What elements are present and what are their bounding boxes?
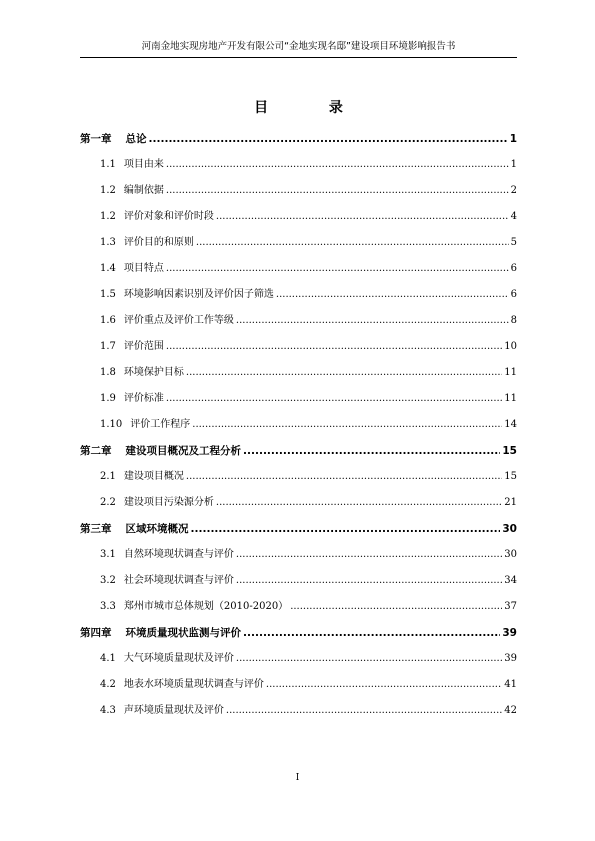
toc-dot-leader [166,390,502,408]
toc-entry-label: 评价范围 [123,341,164,352]
toc-section-entry[interactable] [80,650,517,668]
toc-dot-leader [290,598,502,616]
toc-dot-leader [243,442,500,460]
toc-dot-leader [186,468,502,486]
toc-section-entry[interactable] [80,468,517,486]
toc-entry-number: 3.3 [100,601,116,612]
toc-entry-number: 3.2 [100,575,116,586]
toc-dot-leader [196,234,509,252]
toc-entry-label: 评价标准 [123,393,164,404]
toc-dot-leader [166,182,509,200]
toc-entry-number: 1.6 [100,315,116,326]
toc-entry-page: 39 [502,627,517,639]
toc-entry-page: 42 [504,705,517,716]
toc-entry-page: 6 [510,263,517,274]
toc-dot-leader [236,650,502,668]
toc-entry-number: 2.2 [100,497,116,508]
toc-entry-label: 建设项目污染源分析 [123,497,214,508]
toc-dot-leader [243,624,500,642]
toc-entry-label: 大气环境质量现状及评价 [123,653,234,664]
toc-dot-leader [191,520,501,538]
header-rule [80,57,517,58]
toc-entry-page: 2 [510,185,517,196]
toc-entry-page: 37 [504,601,517,612]
toc-entry-number: 第四章 [80,627,112,639]
toc-entry-label: 郑州市城市总体规划（2010-2020） [123,601,289,612]
toc-entry-page: 41 [504,679,517,690]
toc-entry-label: 评价目的和原则 [123,237,194,248]
toc-entry-number: 1.5 [100,289,116,300]
toc-dot-leader [266,676,502,694]
toc-entry-label: 总论 [125,133,147,145]
toc-entry-page: 34 [504,575,517,586]
toc-entry-label: 声环境质量现状及评价 [123,705,224,716]
toc-chapter-entry[interactable] [80,130,517,148]
toc-entry-page: 1 [509,133,517,145]
toc-section-entry[interactable] [80,572,517,590]
toc-entry-page: 5 [510,237,517,248]
toc-entry-number: 4.3 [100,705,116,716]
toc-dot-leader [236,546,502,564]
toc-entry-label: 地表水环境质量现状调查与评价 [123,679,264,690]
toc-entry-page: 15 [504,471,517,482]
toc-section-entry[interactable] [80,260,517,278]
toc-entry-number: 第一章 [80,133,112,145]
toc-entry-page: 10 [504,341,517,352]
toc-entry-page: 11 [504,367,517,378]
toc-entry-number: 第二章 [80,445,112,457]
toc-dot-leader [216,494,502,512]
toc-section-entry[interactable] [80,312,517,330]
toc-entry-label: 项目特点 [123,263,164,274]
toc-entry-page: 11 [504,393,517,404]
toc-entry-label: 编制依据 [123,185,164,196]
toc-entry-page: 15 [502,445,517,457]
toc-section-entry[interactable] [80,676,517,694]
toc-entry-page: 1 [510,159,517,170]
toc-entry-page: 21 [504,497,517,508]
toc-dot-leader [226,702,502,720]
toc-entry-label: 项目由来 [123,159,164,170]
toc-entry-label: 评价对象和评价时段 [123,211,214,222]
toc-dot-leader [236,572,502,590]
toc-entry-label: 建设项目概况 [123,471,184,482]
toc-entry-number: 4.1 [100,653,116,664]
toc-entry-number: 1.9 [100,393,116,404]
toc-section-entry[interactable] [80,546,517,564]
toc-chapter-entry[interactable] [80,442,517,460]
toc-entry-page: 6 [510,289,517,300]
toc-section-entry[interactable] [80,156,517,174]
toc-section-entry[interactable] [80,338,517,356]
toc-entry-number: 1.1 [100,159,116,170]
toc-section-entry[interactable] [80,494,517,512]
toc-entry-page: 30 [502,523,517,535]
toc-entry-label: 自然环境现状调查与评价 [123,549,234,560]
toc-entry-number: 1.4 [100,263,116,274]
toc-section-entry[interactable] [80,234,517,252]
toc-entry-label: 环境质量现状监测与评价 [125,627,241,639]
toc-entry-label: 建设项目概况及工程分析 [125,445,241,457]
toc-section-entry[interactable] [80,702,517,720]
toc-entry-page: 39 [504,653,517,664]
toc-entry-label: 评价重点及评价工作等级 [123,315,234,326]
toc-entry-page: 14 [504,419,517,430]
toc-entry-number: 第三章 [80,523,112,535]
toc-entry-number: 4.2 [100,679,116,690]
toc-dot-leader [166,156,509,174]
page-number: I [295,773,300,783]
toc-entry-number: 1.7 [100,341,116,352]
toc-entry-label: 社会环境现状调查与评价 [123,575,234,586]
toc-entry-number: 1.10 [100,419,123,430]
toc-chapter-entry[interactable] [80,624,517,642]
toc-entry-page: 8 [510,315,517,326]
toc-entry-page: 4 [510,211,517,222]
toc-section-entry[interactable] [80,208,517,226]
toc-entry-page: 30 [504,549,517,560]
toc-dot-leader [216,208,509,226]
toc-entry-number: 1.2 [100,185,116,196]
toc-entry-number: 1.3 [100,237,116,248]
toc-section-entry[interactable] [80,416,517,434]
toc-chapter-entry[interactable] [80,520,517,538]
toc-dot-leader [186,364,502,382]
toc-entry-number: 2.1 [100,471,116,482]
toc-section-entry[interactable] [80,182,517,200]
toc-dot-leader [276,286,509,304]
toc-entry-number: 1.2 [100,211,116,222]
toc-entry-label: 区域环境概况 [125,523,189,535]
toc-entry-label: 环境保护目标 [123,367,184,378]
toc-entry-number: 1.8 [100,367,116,378]
toc-section-entry[interactable] [80,598,517,616]
toc-title: 目 录 [254,100,371,116]
toc-entry-number: 3.1 [100,549,116,560]
page-header: 河南金地实现房地产开发有限公司“金地实现名邸”建设项目环境影响报告书 [141,41,456,52]
toc-section-entry[interactable] [80,390,517,408]
toc-dot-leader [192,416,502,434]
toc-dot-leader [166,338,502,356]
toc-section-entry[interactable] [80,364,517,382]
toc-entry-label: 评价工作程序 [130,419,191,430]
toc-section-entry[interactable] [80,286,517,304]
toc-dot-leader [149,130,508,148]
toc-entry-label: 环境影响因素识别及评价因子筛选 [123,289,274,300]
toc-dot-leader [236,312,509,330]
toc-dot-leader [166,260,509,278]
